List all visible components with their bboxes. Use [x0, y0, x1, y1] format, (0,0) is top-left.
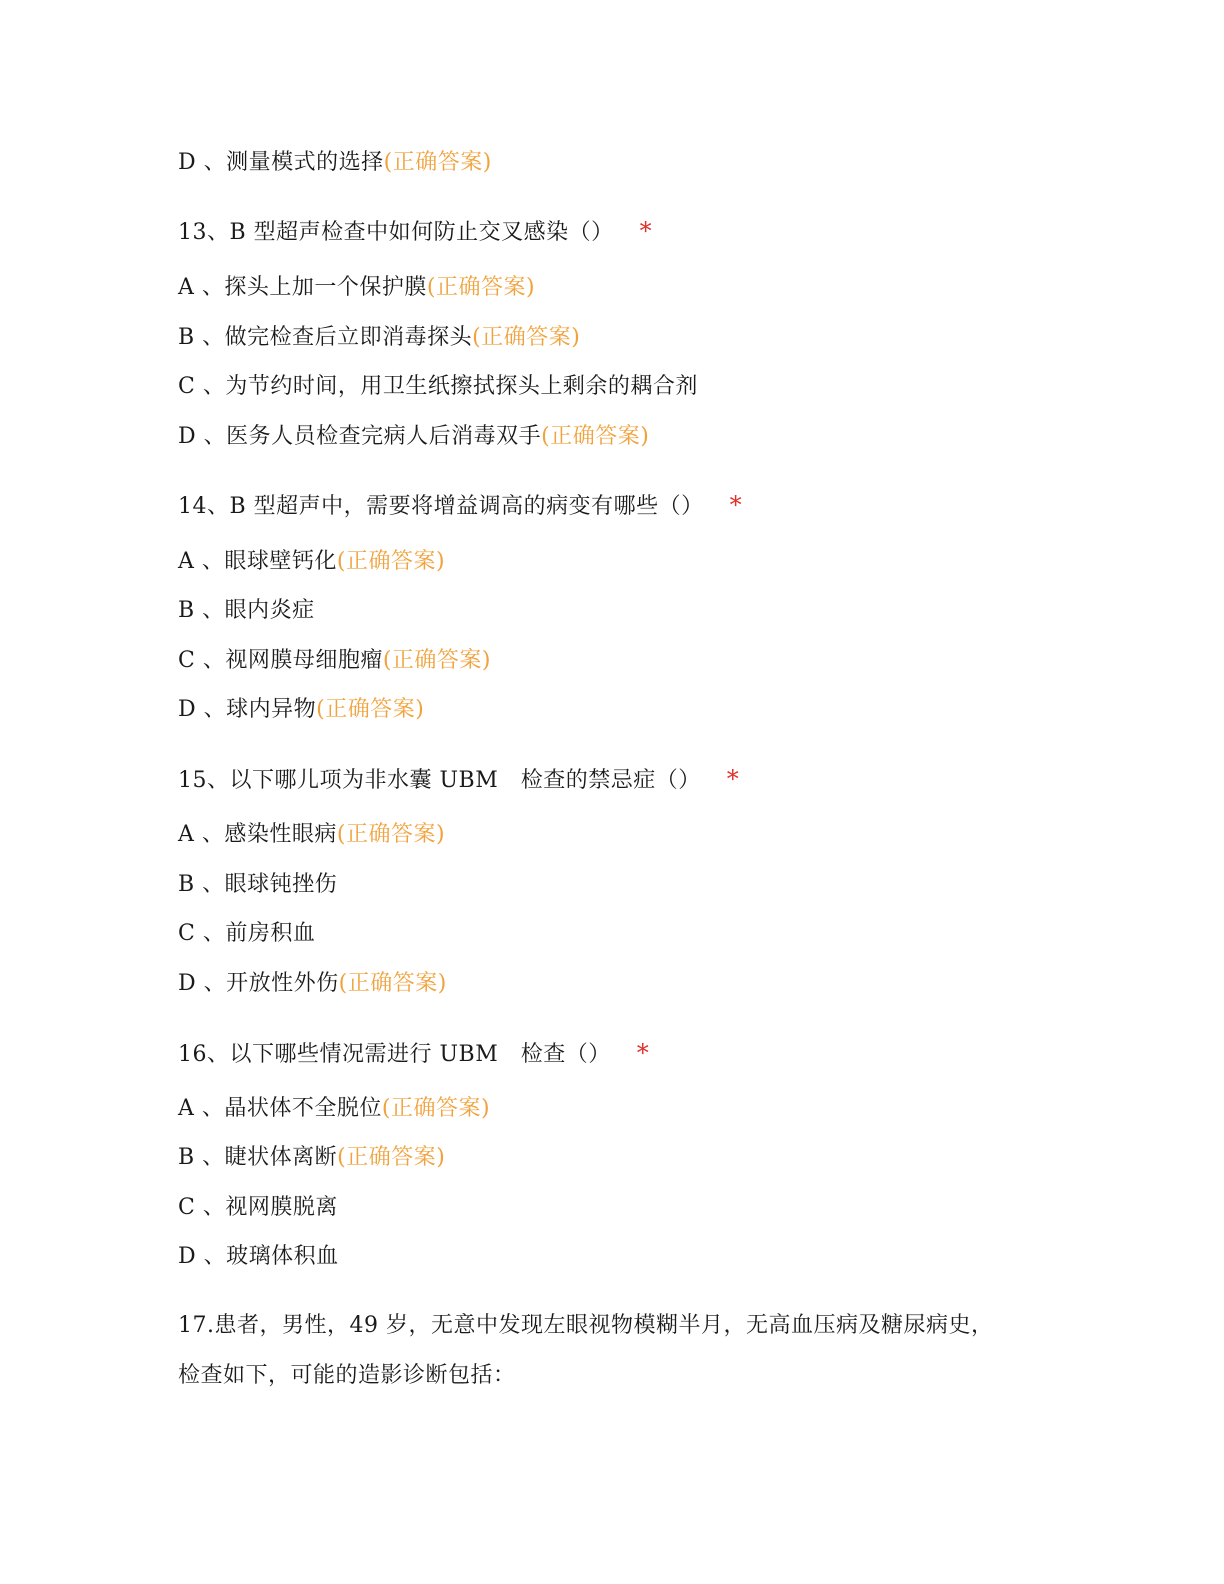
option-16-b — [178, 1143, 445, 1173]
option-14-a — [178, 547, 445, 577]
option-text: D 、测量模式的选择 — [178, 150, 384, 175]
correct-answer-label: (正确答案) — [336, 822, 446, 847]
question-15 — [178, 764, 739, 796]
required-star: * — [729, 491, 743, 519]
correct-answer-label: (正确答案) — [316, 697, 425, 722]
option-text: C 、视网膜脱离 — [178, 1195, 338, 1220]
option-13-c — [178, 372, 698, 402]
option-16-c — [178, 1193, 338, 1223]
option-15-d — [178, 969, 447, 999]
question-13 — [178, 216, 652, 248]
option-13-b — [178, 323, 580, 353]
option-text: A 、晶状体不全脱位 — [178, 1096, 382, 1121]
question-14 — [178, 490, 742, 522]
correct-answer-label: (正确答案) — [337, 1145, 446, 1170]
option-text: D 、球内异物 — [178, 697, 317, 722]
option-text: D 、开放性外伤 — [178, 971, 339, 996]
correct-answer-label: (正确答案) — [336, 549, 446, 574]
correct-answer-label: (正确答案) — [381, 1096, 491, 1121]
option-text: D 、玻璃体积血 — [178, 1244, 339, 1269]
option-15-c — [178, 919, 315, 949]
option-text: C 、视网膜母细胞瘤 — [178, 648, 383, 673]
option-text: C 、前房积血 — [178, 921, 316, 946]
option-14-b — [178, 596, 315, 626]
question-16 — [178, 1038, 649, 1070]
option-13-a — [178, 273, 535, 303]
option-14-d — [178, 695, 424, 725]
option-text: B 、眼内炎症 — [178, 598, 315, 623]
option-16-d — [178, 1242, 339, 1272]
option-text: B 、做完检查后立即消毒探头 — [178, 325, 473, 350]
required-star: * — [636, 1039, 650, 1067]
paragraph-text: 17.患者，男性，49 岁，无意中发现左眼视物模糊半月，无高血压病及糖尿病史， — [178, 1313, 994, 1338]
question-text: 14、B 型超声中，需要将增益调高的病变有哪些（） — [178, 494, 704, 519]
question-text: 13、B 型超声检查中如何防止交叉感染（） — [178, 220, 614, 245]
option-text: B 、睫状体离断 — [178, 1145, 338, 1170]
required-star: * — [726, 765, 740, 793]
correct-answer-label: (正确答案) — [338, 971, 447, 996]
correct-answer-label: (正确答案) — [383, 150, 492, 175]
option-text: A 、探头上加一个保护膜 — [178, 275, 427, 300]
correct-answer-label: (正确答案) — [472, 325, 581, 350]
correct-answer-label: (正确答案) — [541, 424, 650, 449]
correct-answer-label: (正确答案) — [382, 648, 491, 673]
paragraph-text: 检查如下，可能的造影诊断包括： — [178, 1363, 516, 1388]
option-12-d — [178, 148, 492, 178]
option-16-a — [178, 1094, 490, 1124]
option-text: C 、为节约时间，用卫生纸擦拭探头上剩余的耦合剂 — [178, 374, 698, 399]
option-text: D 、医务人员检查完病人后消毒双手 — [178, 424, 542, 449]
question-text: 16、以下哪些情况需进行 UBM 检查（） — [178, 1042, 611, 1067]
option-13-d — [178, 422, 649, 452]
option-text: A 、眼球壁钙化 — [178, 549, 337, 574]
required-star: * — [639, 217, 653, 245]
question-17-line-2 — [178, 1361, 516, 1391]
question-text: 15、以下哪儿项为非水囊 UBM 检查的禁忌症（） — [178, 768, 701, 793]
correct-answer-label: (正确答案) — [426, 275, 536, 300]
question-17-line-1 — [178, 1311, 993, 1341]
option-text: A 、感染性眼病 — [178, 822, 337, 847]
option-14-c — [178, 646, 491, 676]
option-15-b — [178, 870, 337, 900]
option-15-a — [178, 820, 445, 850]
option-text: B 、眼球钝挫伤 — [178, 872, 338, 897]
